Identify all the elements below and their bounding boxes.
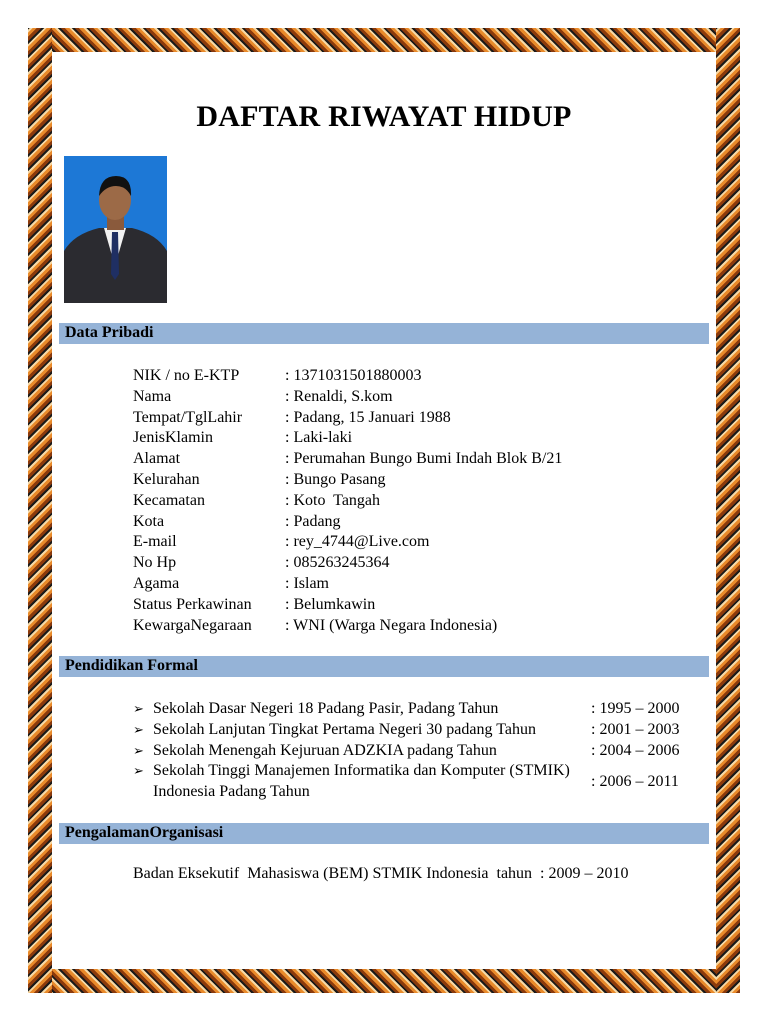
school-years: : 1995 – 2000 <box>591 700 680 717</box>
info-label: E-mail <box>133 533 177 551</box>
decorative-border-bottom <box>28 969 740 993</box>
info-value: : 1371031501880003 <box>285 367 422 384</box>
decorative-border-top <box>28 28 740 52</box>
school-name: Sekolah Tinggi Manajemen Informatika dan Komputer (STMIK) Indonesia Padang Tahun <box>153 762 570 801</box>
decorative-border-right <box>716 28 740 993</box>
personal-info-list <box>133 366 562 636</box>
section-header-education <box>59 656 709 677</box>
info-label: Alamat <box>133 450 181 468</box>
arrow-bullet-icon: ➢ <box>133 763 144 779</box>
section-title-education: Pendidikan Formal <box>65 657 198 674</box>
arrow-bullet-icon: ➢ <box>133 701 144 716</box>
school-name: Sekolah Menengah Kejuruan ADZKIA padang Tahun <box>153 741 497 759</box>
list-item <box>133 741 693 762</box>
info-row-kecamatan <box>133 491 562 512</box>
info-value: : Padang, 15 Januari 1988 <box>285 408 451 426</box>
profile-photo <box>64 156 167 303</box>
info-row-phone <box>133 553 562 574</box>
section-header-personal <box>59 323 709 344</box>
school-years: : 2001 – 2003 <box>591 720 680 738</box>
school-years: : 2006 – 2011 <box>591 772 679 790</box>
info-value: : Koto Tangah <box>285 491 381 509</box>
info-label: No Hp <box>133 554 177 572</box>
list-item <box>133 720 693 741</box>
info-row-nama <box>133 387 562 408</box>
school-name: Sekolah Lanjutan Tingkat Pertama Negeri 30 padang Tahun <box>153 720 536 738</box>
info-row-kota <box>133 512 562 533</box>
section-title-organization: PengalamanOrganisasi <box>65 824 224 841</box>
info-label: JenisKlamin <box>133 429 213 447</box>
info-row-email <box>133 532 562 553</box>
arrow-bullet-icon: ➢ <box>133 742 144 758</box>
info-value: : Belumkawin <box>285 595 376 613</box>
section-title-personal: Data Pribadi <box>65 324 154 341</box>
info-row-nik <box>133 366 562 387</box>
school-name: Sekolah Dasar Negeri 18 Padang Pasir, Padang Tahun <box>153 700 499 717</box>
info-row-ttl <box>133 408 562 429</box>
section-header-organization <box>59 823 709 844</box>
info-row-address <box>133 449 562 470</box>
arrow-bullet-icon: ➢ <box>133 721 144 737</box>
info-value: : Islam <box>285 574 329 592</box>
info-label: Kecamatan <box>133 491 205 509</box>
page-title: DAFTAR RIWAYAT HIDUP <box>196 100 572 133</box>
info-label: KewargaNegaraan <box>133 616 252 634</box>
list-item <box>133 761 693 803</box>
info-row-religion <box>133 574 562 595</box>
info-label: Kota <box>133 512 165 530</box>
list-item <box>133 699 693 720</box>
education-list <box>133 699 693 803</box>
info-value: : Padang <box>285 512 341 530</box>
info-label: Status Perkawinan <box>133 595 252 613</box>
info-value: : Bungo Pasang <box>285 470 386 488</box>
info-label: Tempat/TglLahir <box>133 408 243 426</box>
info-row-gender <box>133 428 562 449</box>
organization-entry: Badan Eksekutif Mahasiswa (BEM) STMIK Indonesia tahun : 2009 – 2010 <box>133 865 629 882</box>
info-value: : Renaldi, S.kom <box>285 387 393 405</box>
decorative-border-left <box>28 28 52 993</box>
portrait-image <box>64 156 167 303</box>
info-label: Nama <box>133 387 172 405</box>
info-value: : WNI (Warga Negara Indonesia) <box>285 616 498 634</box>
info-label: Kelurahan <box>133 470 200 488</box>
info-row-nationality <box>133 616 562 637</box>
info-label: NIK / no E-KTP <box>133 367 240 384</box>
info-value: : Perumahan Bungo Bumi Indah Blok B/21 <box>285 450 563 468</box>
school-years: : 2004 – 2006 <box>591 741 680 759</box>
info-row-kelurahan <box>133 470 562 491</box>
info-row-marital <box>133 595 562 616</box>
info-value: : rey_4744@Live.com <box>285 533 430 551</box>
info-label: Agama <box>133 574 180 592</box>
info-value: : 085263245364 <box>285 554 390 572</box>
info-value: : Laki-laki <box>285 429 353 447</box>
